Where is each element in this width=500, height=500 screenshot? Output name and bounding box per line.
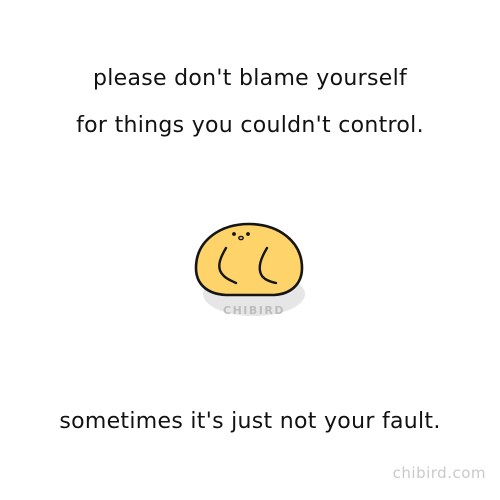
chibird-illustration: [176, 210, 326, 335]
bird-right-eye: [246, 232, 250, 236]
bird-left-eye: [232, 232, 236, 236]
message-line-1: please don't blame yourself: [92, 66, 408, 91]
plate-label: CHIBIRD: [223, 304, 285, 317]
watermark: chibird.com: [392, 464, 486, 482]
message-line-3: sometimes it's just not your fault.: [59, 409, 441, 434]
message-line-2: for things you couldn't control.: [76, 113, 424, 138]
